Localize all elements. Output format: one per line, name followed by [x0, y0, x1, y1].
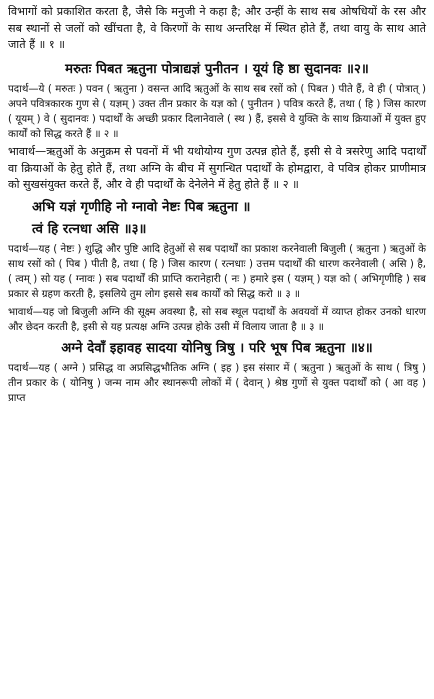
- mantra-3-line-1: अभि यज्ञं गृणीहि नो ग्नावो नेष्टः पिब ऋतुना ॥: [32, 199, 251, 215]
- mantra-4: अग्ने देवाँ इहावह सादया योनिषु त्रिषु । परि भूष पिब ऋतुना ॥४॥: [61, 341, 373, 357]
- mantra-2: मरुतः पिबत ऋतुना पोत्राद्यज्ञं पुनीतन । यूयं हि ष्ठा सुदानवः ॥२॥: [65, 61, 369, 77]
- mantra-3-line-2: त्वं हि रत्नधा असि ॥३॥: [32, 221, 147, 237]
- spacer: [8, 194, 426, 196]
- spacer: [8, 54, 426, 58]
- bhavartha-2: भावार्थ—ऋतुओं के अनुक्रम से पवनों में भी यथोयोग्य गुण उत्पन्न होते हैं, इसी से वे त्रसरेणु आदि पदार्थों वा क्रियाओं के हेतु होते हैं, तथा अग्नि के बीच में सुगन्धित पदार्थों के होमद्वारा, वे पवित्र होकर प्राणीमात्र को सुखसंयुक्त करते हैं, और वे ही पदार्थों के देनेलेने में हेतु होते हैं ॥ २ ॥: [8, 145, 426, 192]
- padartha-3: पदार्थ—यह ( नेष्टः ) शुद्धि और पुष्टि आदि हेतुओं से सब पदार्थों का प्रकाश करनेवाली बिजुली ( ऋतुना ) ऋतुओं के साथ रसों को ( पिब ) पीती है, तथा ( हि ) जिस कारण ( रत्नधाः ) उत्तम पदार्थों की धारण करनेवाली ( असि ) है, ( त्वम् ) सो यह ( ग्नावः ) सब पदार्थों की प्राप्ति करानेहारी ( नः ) हमारे इस ( यज्ञम् ) यज्ञ को ( अभिगृणीहि ) सब प्रकार से ग्रहण करती है, इसलिये तुम लोग इससे सब कार्यों को सिद्ध करो ॥ ३ ॥: [8, 243, 426, 301]
- intro-paragraph: विभागों को प्रकाशित करता है, जैसे कि मनुजी ने कहा है; और उन्हीं के साथ सब ओषधियों के रस और सब स्थानों से जलों को खींचता है, वे किरणों के साथ अन्तरिक्ष में स्थित होते हैं, तथा वायु के साथ आते जाते हैं ॥ १ ॥: [8, 5, 426, 51]
- padartha-2: पदार्थ—ये ( मरुतः ) पवन ( ऋतुना ) वसन्त आदि ऋतुओं के साथ सब रसों को ( पिबत ) पीते हैं, वे ही ( पोत्रात् ) अपने पवित्रकारक गुण से ( यज्ञम् ) उक्त तीन प्रकार के यज्ञ को ( पुनीतन ) पवित्र करते हैं, तथा ( हि ) जिस कारण ( यूयम् ) वे ( सुदानवः ) पदार्थों के अच्छी प्रकार दिलानेवाले ( स्थ ) हैं, इससे वे युक्ति के साथ क्रियाओं में युक्त हुए कार्यों को सिद्ध करते हैं ॥ २ ॥: [8, 83, 426, 141]
- bhavartha-3: भावार्थ—यह जो बिजुली अग्नि की सूक्ष्म अवस्था है, सो सब स्थूल पदार्थों के अवयवों में व्याप्त होकर उनको धारण और छेदन करती है, इसी से यह प्रत्यक्ष अग्नि उत्पन्न होके उसी में विलाय जाता है ॥ ३ ॥: [8, 306, 426, 333]
- padartha-4: पदार्थ—यह ( अग्ने ) प्रसिद्ध वा अप्रसिद्धभौतिक अग्नि ( इह ) इस संसार में ( ऋतुना ) ऋतुओं के साथ ( त्रिषु ) तीन प्रकार के ( योनिषु ) जन्म नाम और स्थानरूपी लोकों में ( देवान् ) श्रेष्ठ गुणों से युक्त पदार्थों को ( आ वह ) प्राप्त: [8, 363, 426, 405]
- spacer: [8, 335, 426, 337]
